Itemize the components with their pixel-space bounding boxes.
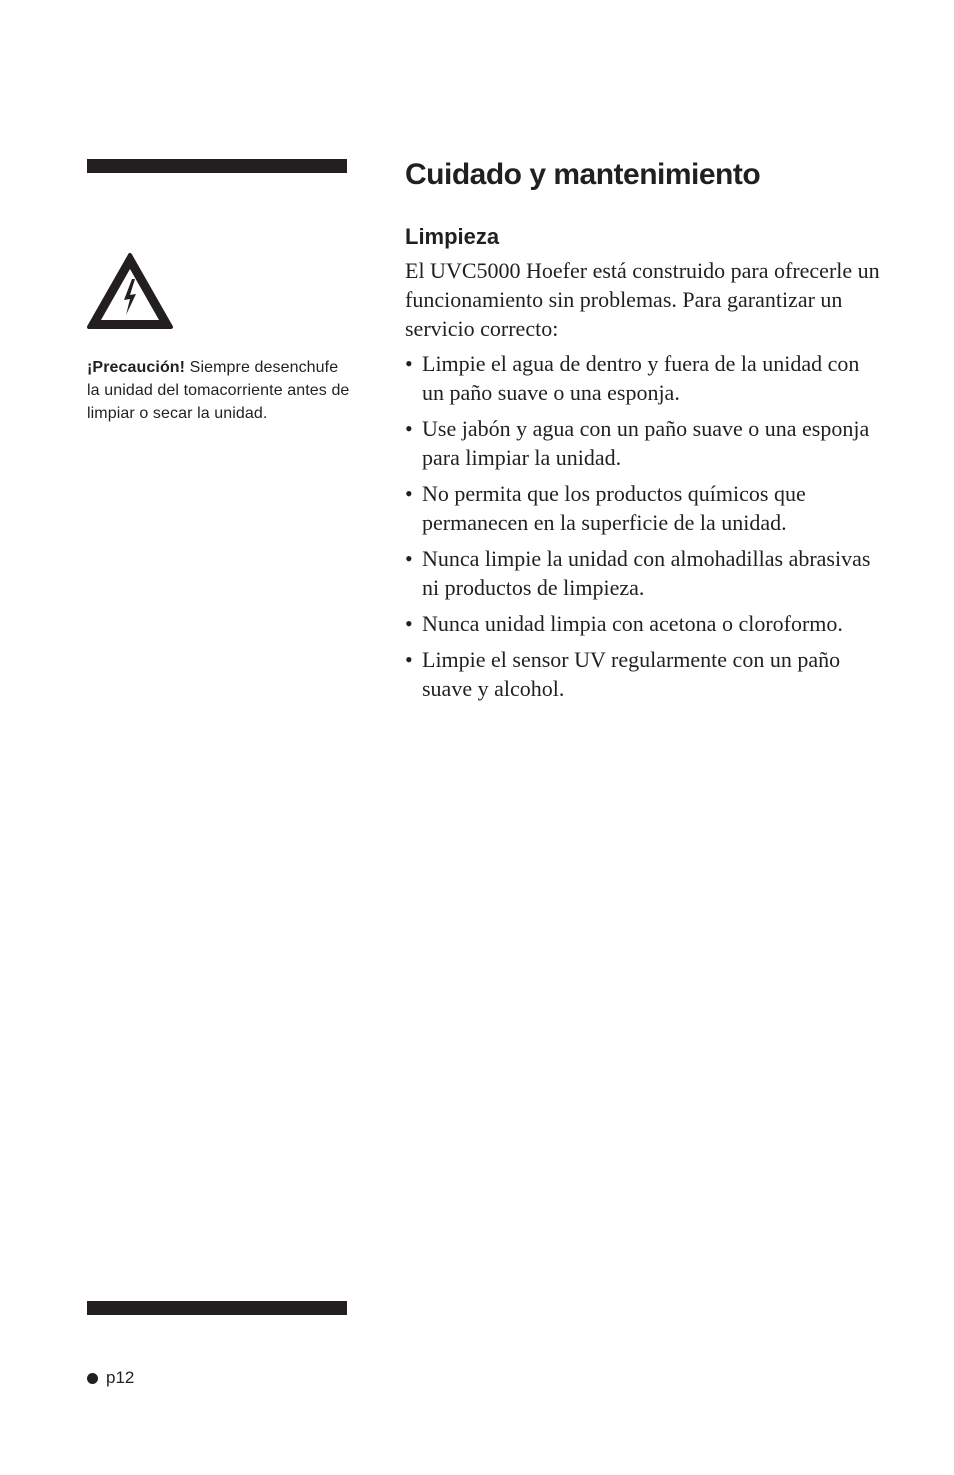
- bullet-icon: •: [405, 546, 413, 571]
- section-title: Limpieza: [405, 224, 500, 249]
- electrical-hazard-icon: [86, 252, 174, 330]
- page-marker-icon: [87, 1373, 98, 1384]
- list-item: [405, 609, 885, 638]
- list-item-text: Limpie el sensor UV regularmente con un paño suave y alcohol.: [422, 647, 841, 701]
- caution-note: [87, 356, 355, 425]
- list-item: [405, 645, 885, 703]
- bullet-icon: •: [405, 647, 413, 672]
- list-item: [405, 479, 885, 537]
- list-item: [405, 544, 885, 602]
- caution-label: ¡Precaución!: [87, 359, 186, 376]
- list-item-text: Limpie el agua de dentro y fuera de la unidad con un paño suave o una esponja.: [422, 351, 860, 405]
- list-item-text: Use jabón y agua con un paño suave o una esponja para limpiar la unidad.: [422, 416, 870, 470]
- bullet-list: [405, 349, 885, 703]
- list-item-text: No permita que los productos químicos que permanecen en la superficie de la unidad.: [422, 481, 806, 535]
- list-item: [405, 414, 885, 472]
- list-item-text: Nunca unidad limpia con acetona o cloroformo.: [422, 611, 843, 636]
- top-rule: [87, 159, 347, 173]
- page-number: p12: [106, 1368, 135, 1387]
- main-content: [405, 156, 885, 710]
- bullet-icon: •: [405, 481, 413, 506]
- bullet-icon: •: [405, 416, 413, 441]
- list-item-text: Nunca limpie la unidad con almohadillas abrasivas ni productos de limpieza.: [422, 546, 871, 600]
- list-item: [405, 349, 885, 407]
- bullet-icon: •: [405, 611, 413, 636]
- caution-text: Siempre desenchufe la unidad del tomacorriente antes de limpiar o secar la unidad.: [87, 359, 350, 422]
- bottom-rule: [87, 1301, 347, 1315]
- page-footer: [87, 1366, 134, 1390]
- bullet-icon: •: [405, 351, 413, 376]
- intro-paragraph: El UVC5000 Hoefer está construido para ofrecerle un funcionamiento sin problemas. Para garantizar un servicio correcto:: [405, 258, 880, 341]
- page-title: Cuidado y mantenimiento: [405, 158, 761, 191]
